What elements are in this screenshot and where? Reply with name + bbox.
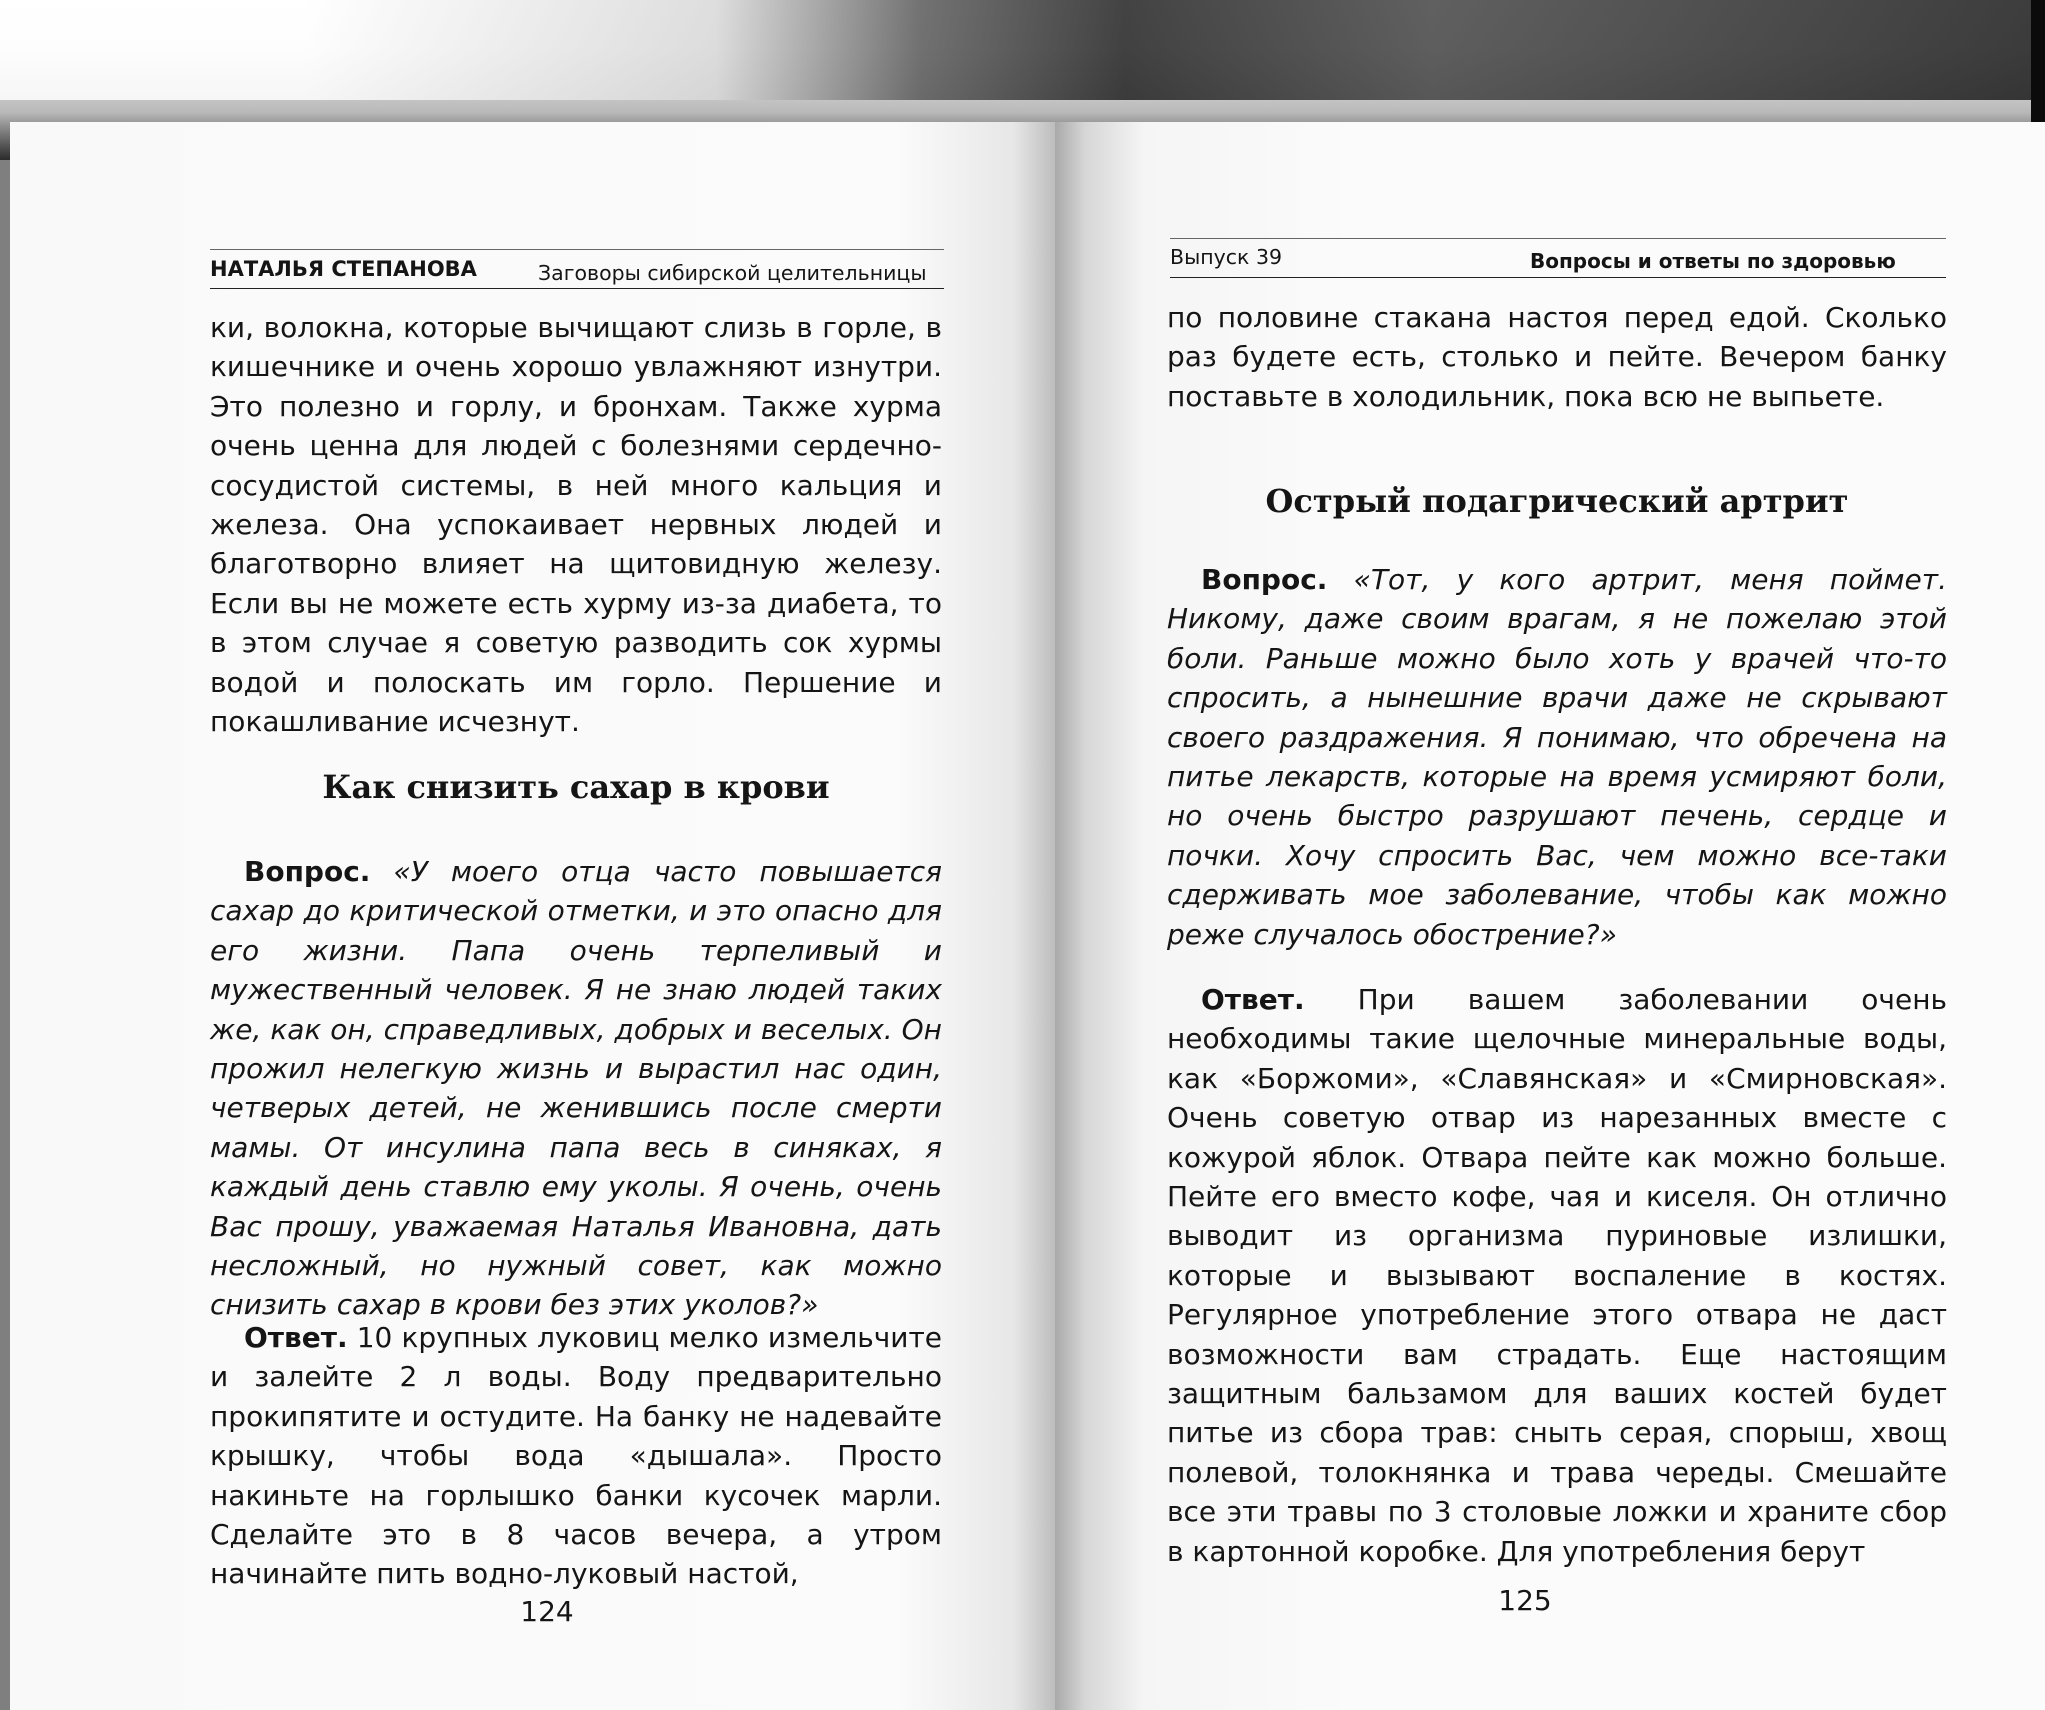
page-number-right: 125 — [1498, 1584, 1552, 1617]
left-question-paragraph — [210, 852, 942, 1325]
header-rule-bottom-right — [1170, 277, 1946, 278]
scanner-shadow — [0, 0, 2045, 100]
left-continued-paragraph — [210, 308, 942, 741]
answer-text: При вашем заболевании очень необходимы такие щелочные минеральные воды, как «Боржоми», «Славянская» и «Смирновская». Очень советую отвар из нарезанных вместе с кожурой яблок. Отвара пейте как можно больше. Пейте его вместо кофе, чая и киселя. Он отлично выводит из организма пуриновые излишки, которые и вызывают воспаление в костях. Регулярное употребление этого отвара не даст возможности вам страдать. Еще настоящим защитным бальзамом для ваших костей будет питье из сбора трав: сныть серая, спорыш, хвощ полевой, толокнянка и трава череды. Смешайте все эти травы по 3 столовые ложки и храните сбор в картонной коробке. Для употребления берут — [1167, 983, 1947, 1568]
answer-label: Ответ. — [1201, 983, 1305, 1016]
left-continued-text: ки, волокна, которые вычищают слизь в горле, в кишечнике и очень хорошо увлажняют изнутри. Это полезно и горлу, и бронхам. Также хурма очень ценна для людей с болезнями сердечно-сосудистой системы, в ней много кальция и железа. Она успокаивает нервных людей и благотворно влияет на щитовидную железу. Если вы не можете есть хурму из-за диабета, то в этом случае я советую разводить сок хурмы водой и полоскать им горло. Першение и покашливание исчезнут. — [210, 311, 942, 739]
book-title: Заговоры сибирской целительницы — [538, 261, 927, 285]
author-name: НАТАЛЬЯ СТЕПАНОВА — [210, 257, 477, 281]
right-page — [1055, 122, 2045, 1710]
page-number-left: 124 — [520, 1595, 574, 1628]
left-section-heading: Как снизить сахар в крови — [322, 768, 830, 806]
header-rule-top — [210, 249, 944, 250]
question-label: Вопрос. — [1201, 563, 1328, 596]
right-answer-paragraph — [1167, 980, 1947, 1571]
series-title: Вопросы и ответы по здоровью — [1530, 249, 1896, 273]
header-rule-top-right — [1170, 238, 1946, 239]
question-text: «У моего отца часто повышается сахар до критической отметки, и это опасно для его жизни. Папа очень терпеливый и мужественный человек. Я не знаю людей таких же, как он, справедливых, добрых и веселых. Он прожил нелегкую жизнь и вырастил нас один, четверых детей, не женившись после смерти мамы. От инсулина папа весь в синяках, я каждый день ставлю ему уколы. Я очень, очень Вас прошу, уважаемая Наталья Ивановна, дать несложный, но нужный совет, как можно снизить сахар в крови без этих уколов?» — [210, 855, 942, 1322]
answer-label: Ответ. — [244, 1321, 348, 1354]
question-label: Вопрос. — [244, 855, 371, 888]
left-page — [10, 122, 1055, 1710]
running-head-left — [210, 256, 477, 282]
answer-text: 10 крупных луковиц мелко измельчите и залейте 2 л воды. Воду предварительно прокипятите и остудите. На банку не надевайте крышку, чтобы вода «дышала». Просто накиньте на горлышко банки кусочек марли. Сделайте это в 8 часов вечера, а утром начинайте пить водно-луковый настой, — [210, 1321, 942, 1591]
header-rule-bottom — [210, 288, 944, 289]
right-section-heading: Острый подагрический артрит — [1265, 482, 1849, 520]
right-continued-text: по половине стакана настоя перед едой. Сколько раз будете есть, столько и пейте. Вечером банку поставьте в холодильник, пока всю не выпьете. — [1167, 301, 1947, 413]
right-question-paragraph — [1167, 560, 1947, 954]
issue-label: Выпуск 39 — [1170, 245, 1283, 269]
left-answer-paragraph — [210, 1318, 942, 1594]
question-text: «Тот, у кого артрит, меня поймет. Никому, даже своим врагам, я не пожелаю этой боли. Раньше можно было хоть у врачей что-то спросить, а нынешние врачи даже не скрывают своего раздражения. Я понимаю, что обречена на питье лекарств, которые на время усмиряют боли, но очень быстро разрушают печень, сердце и почки. Хочу спросить Вас, чем можно все-таки сдерживать мое заболевание, чтобы как можно реже случалось обострение?» — [1167, 563, 1947, 951]
right-continued-paragraph — [1167, 298, 1947, 416]
